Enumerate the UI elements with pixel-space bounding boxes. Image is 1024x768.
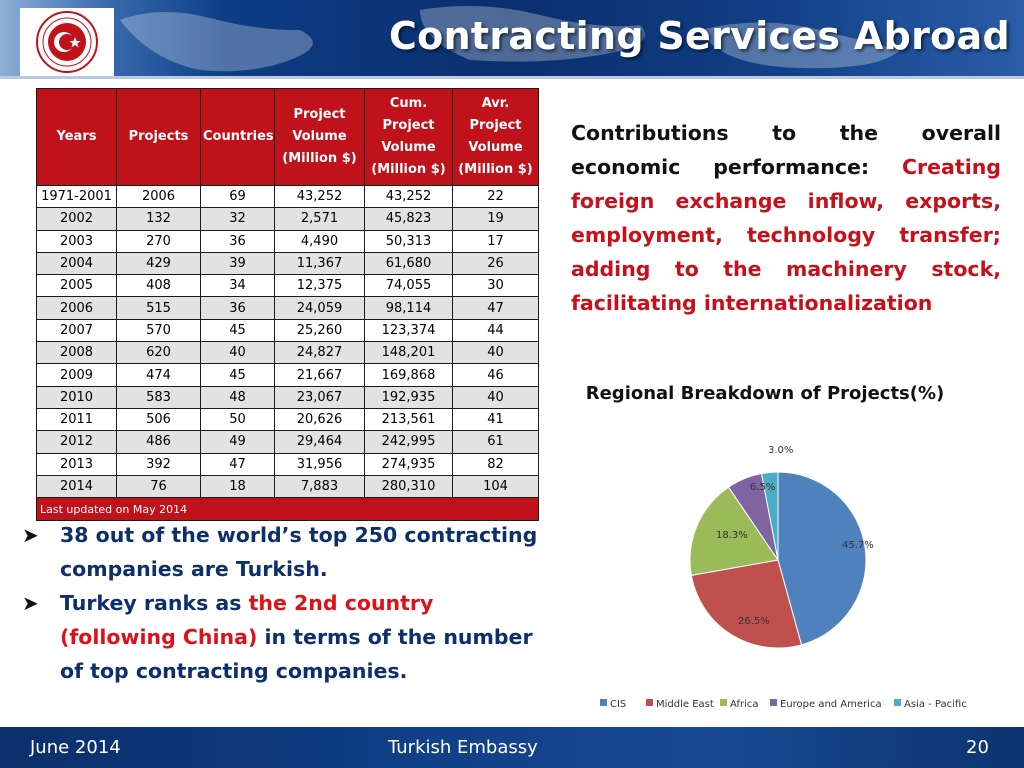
table-cell: 82 bbox=[453, 453, 539, 475]
pie-data-label: 6.5% bbox=[750, 482, 776, 493]
table-row bbox=[37, 408, 539, 430]
table-cell: 583 bbox=[117, 386, 201, 408]
legend-entry bbox=[720, 699, 759, 710]
table-row bbox=[37, 386, 539, 408]
table-cell: 7,883 bbox=[275, 475, 365, 497]
table-cell: 23,067 bbox=[275, 386, 365, 408]
pie-data-label: 3.0% bbox=[768, 445, 794, 456]
table-cell: 49 bbox=[201, 431, 275, 453]
col-header-cum-volume: Cum. Project Volume (Million $) bbox=[365, 89, 453, 186]
table-cell: 2,571 bbox=[275, 208, 365, 230]
last-updated-note: Last updated on May 2014 bbox=[37, 498, 539, 521]
bullet-item bbox=[22, 586, 542, 688]
table-cell: 11,367 bbox=[275, 252, 365, 274]
legend-entry bbox=[646, 699, 714, 710]
regional-pie-chart bbox=[560, 430, 1000, 720]
table-cell: 41 bbox=[453, 408, 539, 430]
table-cell: 148,201 bbox=[365, 342, 453, 364]
table-cell: 17 bbox=[453, 230, 539, 252]
table-cell: 474 bbox=[117, 364, 201, 386]
legend-label: Middle East bbox=[656, 699, 714, 710]
pie-legend bbox=[600, 699, 967, 710]
table-cell: 242,995 bbox=[365, 431, 453, 453]
table-cell: 44 bbox=[453, 319, 539, 341]
logo-container bbox=[20, 8, 114, 76]
table-cell: 47 bbox=[453, 297, 539, 319]
table-cell: 2004 bbox=[37, 252, 117, 274]
page-number: 20 bbox=[966, 737, 989, 758]
table-cell: 515 bbox=[117, 297, 201, 319]
legend-swatch bbox=[894, 699, 901, 706]
table-cell: 486 bbox=[117, 431, 201, 453]
table-cell: 45,823 bbox=[365, 208, 453, 230]
table-cell: 26 bbox=[453, 252, 539, 274]
table-row bbox=[37, 453, 539, 475]
table-cell: 2009 bbox=[37, 364, 117, 386]
table-cell: 76 bbox=[117, 475, 201, 497]
table-cell: 40 bbox=[201, 342, 275, 364]
table-cell: 25,260 bbox=[275, 319, 365, 341]
table-cell: 506 bbox=[117, 408, 201, 430]
table-cell: 2013 bbox=[37, 453, 117, 475]
arrow-bullet-icon: ➤ bbox=[22, 591, 39, 615]
table-cell: 392 bbox=[117, 453, 201, 475]
header-banner bbox=[0, 0, 1024, 76]
table-row bbox=[37, 319, 539, 341]
table-cell: 2010 bbox=[37, 386, 117, 408]
table-cell: 47 bbox=[201, 453, 275, 475]
pie-slices bbox=[690, 472, 866, 648]
table-cell: 36 bbox=[201, 230, 275, 252]
table-body bbox=[37, 186, 539, 498]
footer-date: June 2014 bbox=[30, 737, 121, 758]
table-row bbox=[37, 186, 539, 208]
table-cell: 43,252 bbox=[365, 186, 453, 208]
table-cell: 98,114 bbox=[365, 297, 453, 319]
table-cell: 2006 bbox=[37, 297, 117, 319]
table-cell: 39 bbox=[201, 252, 275, 274]
table-cell: 69 bbox=[201, 186, 275, 208]
col-header-avg-volume: Avr. Project Volume (Million $) bbox=[453, 89, 539, 186]
legend-swatch bbox=[600, 699, 607, 706]
contributions-paragraph bbox=[571, 116, 1001, 320]
ministry-seal-icon bbox=[35, 10, 99, 74]
pie-data-label: 45.7% bbox=[842, 540, 874, 551]
table-cell: 40 bbox=[453, 342, 539, 364]
table-cell: 408 bbox=[117, 275, 201, 297]
col-header-years: Years bbox=[37, 89, 117, 186]
pie-data-label: 18.3% bbox=[716, 530, 748, 541]
table-cell: 22 bbox=[453, 186, 539, 208]
table-row bbox=[37, 252, 539, 274]
bullet-item bbox=[22, 518, 542, 586]
legend-swatch bbox=[720, 699, 727, 706]
bullet-list bbox=[22, 518, 542, 688]
table-cell: 169,868 bbox=[365, 364, 453, 386]
legend-entry bbox=[770, 699, 882, 710]
table-cell: 2011 bbox=[37, 408, 117, 430]
table-cell: 50,313 bbox=[365, 230, 453, 252]
table-cell: 61,680 bbox=[365, 252, 453, 274]
table-cell: 30 bbox=[453, 275, 539, 297]
table-cell: 4,490 bbox=[275, 230, 365, 252]
table-cell: 45 bbox=[201, 364, 275, 386]
legend-label: Europe and America bbox=[780, 699, 882, 710]
table-cell: 2003 bbox=[37, 230, 117, 252]
table-cell: 123,374 bbox=[365, 319, 453, 341]
table-cell: 192,935 bbox=[365, 386, 453, 408]
table-cell: 132 bbox=[117, 208, 201, 230]
bullet-text-1: 38 out of the world’s top 250 contracting companies are Turkish. bbox=[60, 523, 538, 581]
table-row bbox=[37, 475, 539, 497]
table-cell: 61 bbox=[453, 431, 539, 453]
table-cell: 32 bbox=[201, 208, 275, 230]
table-cell: 1971-2001 bbox=[37, 186, 117, 208]
table-cell: 2002 bbox=[37, 208, 117, 230]
table-cell: 50 bbox=[201, 408, 275, 430]
arrow-bullet-icon: ➤ bbox=[22, 523, 39, 547]
page-title: Contracting Services Abroad bbox=[388, 14, 1010, 58]
table-cell: 24,827 bbox=[275, 342, 365, 364]
contributions-highlight: Creating foreign exchange inflow, exports, employment, technology transfer; adding to the machinery stock, facilitating internationalization bbox=[571, 155, 1001, 315]
table-cell: 20,626 bbox=[275, 408, 365, 430]
table-row bbox=[37, 342, 539, 364]
legend-label: Africa bbox=[730, 699, 759, 710]
table-cell: 2007 bbox=[37, 319, 117, 341]
table-row bbox=[37, 431, 539, 453]
footer-bar bbox=[0, 727, 1024, 768]
table-row bbox=[37, 230, 539, 252]
table-cell: 21,667 bbox=[275, 364, 365, 386]
legend-swatch bbox=[770, 699, 777, 706]
table-row bbox=[37, 208, 539, 230]
table-cell: 274,935 bbox=[365, 453, 453, 475]
legend-entry bbox=[894, 699, 967, 710]
table-cell: 48 bbox=[201, 386, 275, 408]
bullet-text-2-highlight: the 2nd country (following China) bbox=[60, 591, 434, 649]
table-cell: 24,059 bbox=[275, 297, 365, 319]
table-cell: 429 bbox=[117, 252, 201, 274]
chart-title: Regional Breakdown of Projects(%) bbox=[585, 383, 945, 404]
table-cell: 570 bbox=[117, 319, 201, 341]
table-cell: 2005 bbox=[37, 275, 117, 297]
contributions-lead: Contributions to the overall economic performance: bbox=[571, 121, 1001, 179]
header-divider bbox=[0, 76, 1024, 79]
table-cell: 36 bbox=[201, 297, 275, 319]
table-cell: 34 bbox=[201, 275, 275, 297]
legend-entry bbox=[600, 699, 626, 710]
table-cell: 620 bbox=[117, 342, 201, 364]
table-cell: 43,252 bbox=[275, 186, 365, 208]
contracting-stats-table bbox=[36, 88, 538, 521]
table-row bbox=[37, 297, 539, 319]
legend-swatch bbox=[646, 699, 653, 706]
col-header-project-volume: Project Volume (Million $) bbox=[275, 89, 365, 186]
col-header-projects: Projects bbox=[117, 89, 201, 186]
legend-label: Asia - Pacific bbox=[904, 699, 967, 710]
table-cell: 45 bbox=[201, 319, 275, 341]
table-header-row bbox=[37, 89, 539, 186]
table-cell: 46 bbox=[453, 364, 539, 386]
table-cell: 213,561 bbox=[365, 408, 453, 430]
table-cell: 2012 bbox=[37, 431, 117, 453]
legend-label: CIS bbox=[610, 699, 627, 710]
table-cell: 2006 bbox=[117, 186, 201, 208]
pie-data-label: 26.5% bbox=[738, 616, 770, 627]
table-cell: 104 bbox=[453, 475, 539, 497]
bullet-text-2-pre: Turkey ranks as bbox=[60, 591, 242, 615]
table-cell: 40 bbox=[453, 386, 539, 408]
table-cell: 19 bbox=[453, 208, 539, 230]
stats-table bbox=[36, 88, 539, 521]
table-row bbox=[37, 275, 539, 297]
footer-center-text: Turkish Embassy bbox=[388, 737, 538, 758]
col-header-countries: Countries bbox=[201, 89, 275, 186]
bullet-text-2-post: in terms of the number of top contracting companies. bbox=[60, 625, 533, 683]
table-cell: 2014 bbox=[37, 475, 117, 497]
table-cell: 280,310 bbox=[365, 475, 453, 497]
table-cell: 18 bbox=[201, 475, 275, 497]
table-cell: 270 bbox=[117, 230, 201, 252]
table-cell: 31,956 bbox=[275, 453, 365, 475]
table-cell: 2008 bbox=[37, 342, 117, 364]
table-cell: 29,464 bbox=[275, 431, 365, 453]
table-cell: 74,055 bbox=[365, 275, 453, 297]
table-cell: 12,375 bbox=[275, 275, 365, 297]
table-row bbox=[37, 364, 539, 386]
